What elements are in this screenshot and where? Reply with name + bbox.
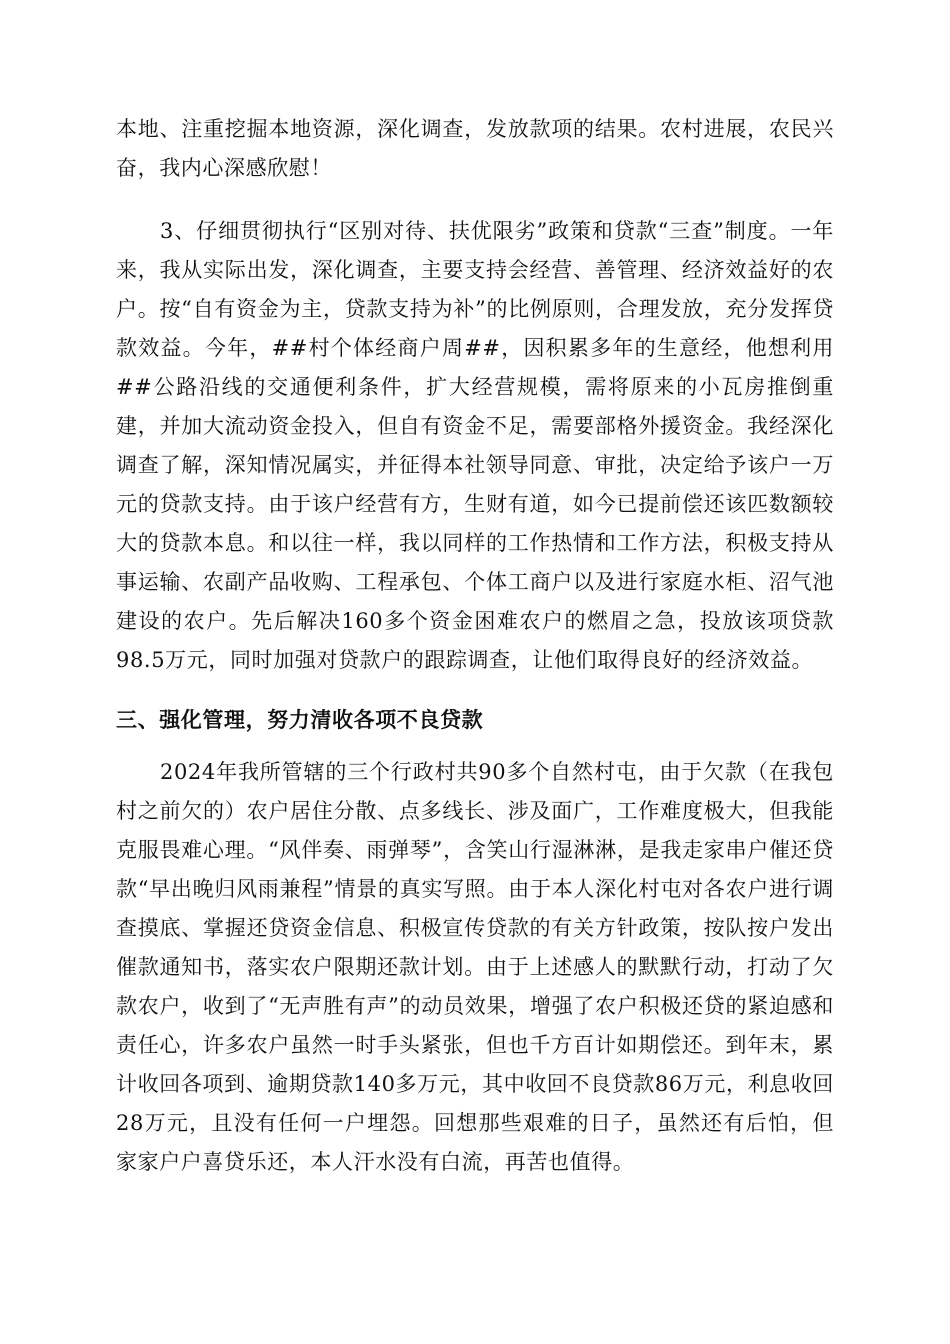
paragraph-item-3: 3、仔细贯彻执行“区别对待、扶优限劣”政策和贷款“三查”制度。一年来，我从实际出发，深化调查，主要支持会经营、善管理、经济效益好的农户。按“自有资金为主，贷款支持为补”的比例原则，合理发放，充分发挥贷款效益。今年，##村个体经商户周##，因积累多年的生意经，他想利用##公路沿线的交通便利条件，扩大经营规模，需将原来的小瓦房推倒重建，并加大流动资金投入，但自有资金不足，需要部格外援资金。我经深化调查了解，深知情况属实，并征得本社领导同意、审批，决定给予该户一万元的贷款支持。由于该户经营有方，生财有道，如今已提前偿还该匹数额较大的贷款本息。和以往一样，我以同样的工作热情和工作方法，积极支持从事运输、农副产品收购、工程承包、个体工商户以及进行家庭水柜、沼气池建设的农户。先后解决160多个资金困难农户的燃眉之急，投放该项贷款98.5万元，同时加强对贷款户的跟踪调查，让他们取得良好的经济效益。	[116, 219, 834, 672]
section-heading: 三、强化管理，努力清收各项不良贷款	[116, 707, 484, 732]
paragraph-section-body: 2024年我所管辖的三个行政村共90多个自然村屯，由于欠款（在我包村之前欠的）农户居住分散、点多线长、涉及面广，工作难度极大，但我能克服畏难心理。“风伴奏、雨弹琴”，含笑山行湿淋淋，是我走家串户催还贷款“早出晚归风雨兼程”情景的真实写照。由于本人深化村屯对各农户进行调查摸底、掌握还贷资金信息、积极宣传贷款的有关方针政策，按队按户发出催款通知书，落实农户限期还款计划。由于上述感人的默默行动，打动了欠款农户，收到了“无声胜有声”的动员效果，增强了农户积极还贷的紧迫感和责任心，许多农户虽然一时手头紧张，但也千方百计如期偿还。到年末，累计收回各项到、逾期贷款140多万元，其中收回不良贷款86万元，利息收回28万元，且没有任何一户埋怨。回想那些艰难的日子，虽然还有后怕，但家家户户喜贷乐还，本人汗水没有白流，再苦也值得。	[116, 760, 834, 1174]
paragraph-continued: 本地、注重挖掘本地资源，深化调查，发放款项的结果。农村进展，农民兴奋，我内心深感欣慰！	[116, 117, 834, 180]
document-page	[116, 110, 834, 1182]
